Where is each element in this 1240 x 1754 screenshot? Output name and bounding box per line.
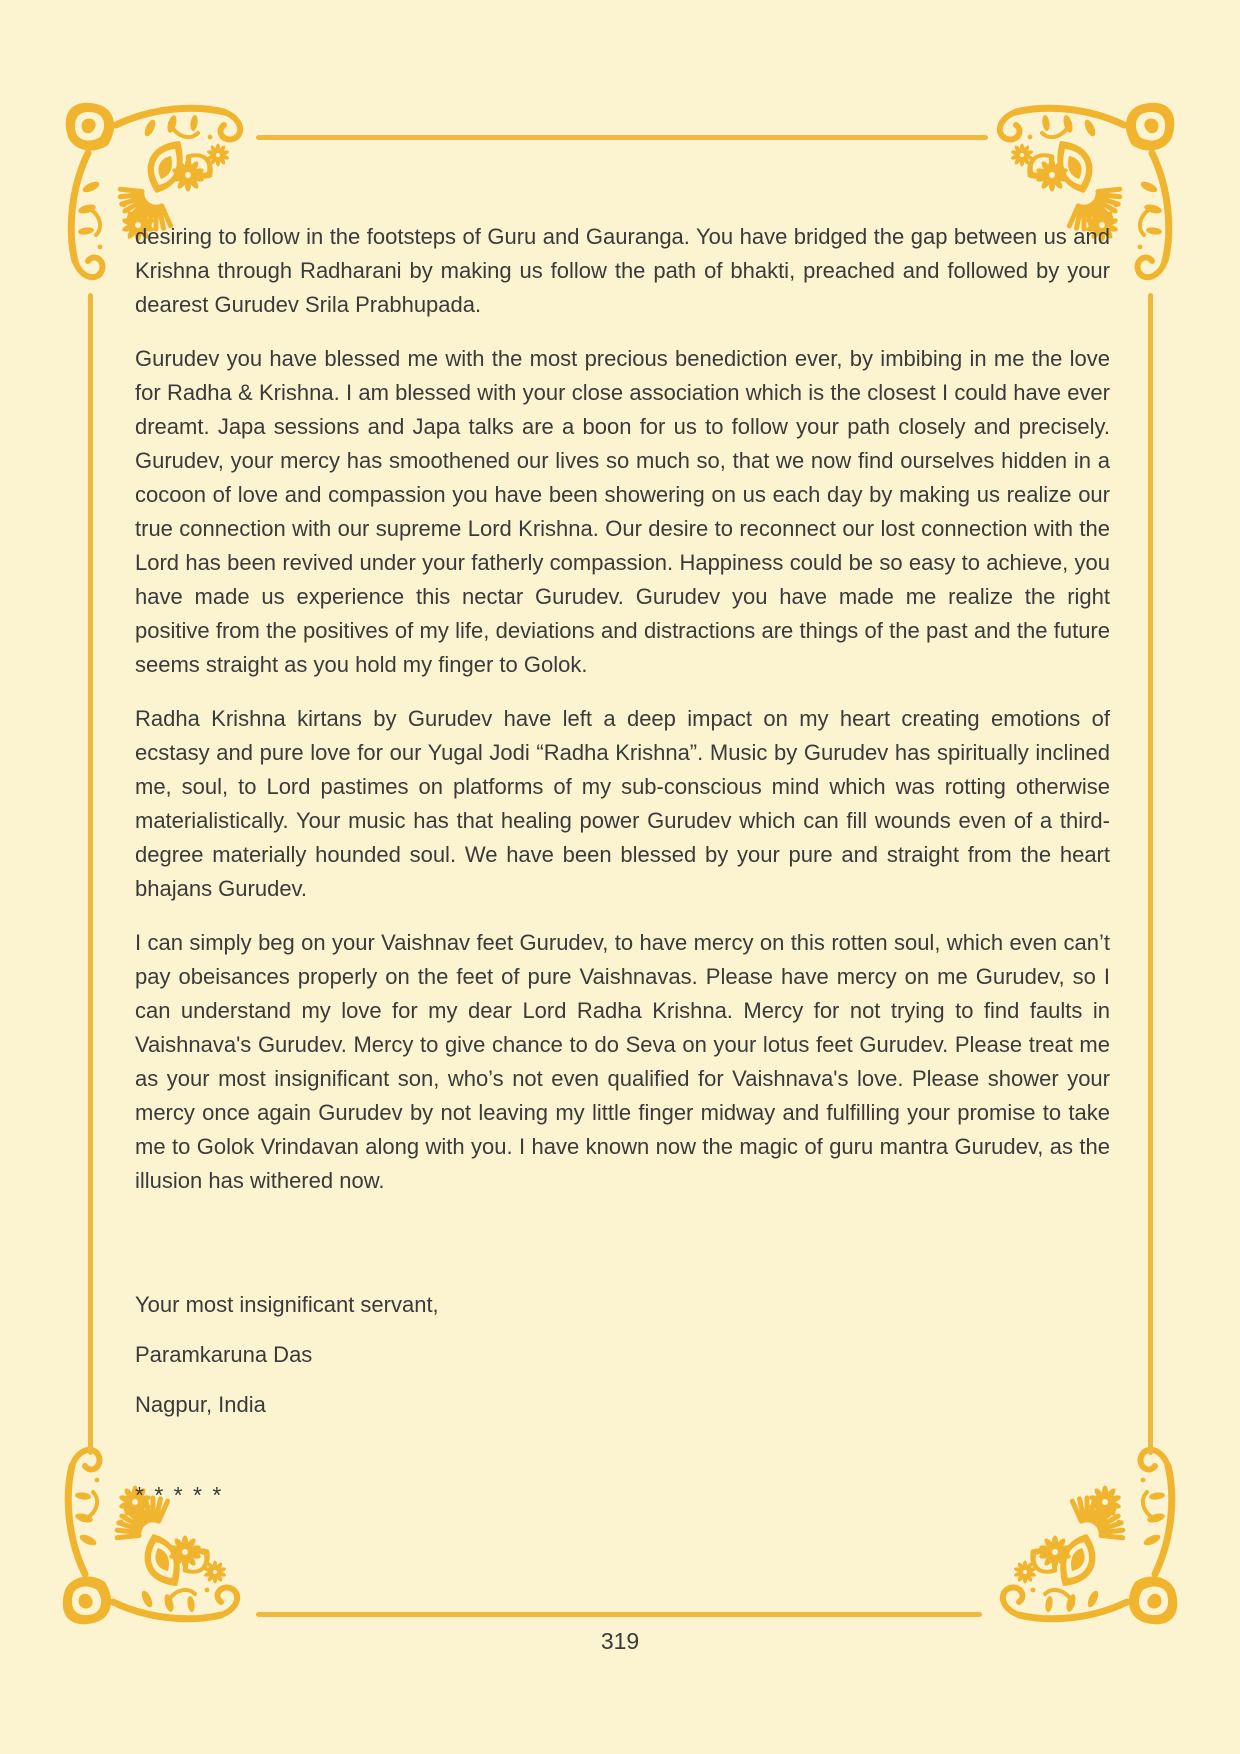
frame-border-left [88,293,93,1455]
letter-paragraph: Radha Krishna kirtans by Gurudev have left a deep impact on my heart creating emotions of ecstasy and pure love for our Yugal Jodi “Radha Krishna”. Music by Gurudev has spiritually inclined me, soul, to Lord pastimes on platforms of my sub-conscious mind which was rotting otherwise materialistically. Your music has that healing power Gurudev which can fill wounds even of a third-degree materially hounded soul. We have been blessed by your pure and straight from the heart bhajans Gurudev. [135,706,1110,901]
letter-paragraph: I can simply beg on your Vaishnav feet Gurudev, to have mercy on this rotten soul, which even can’t pay obeisances properly on the feet of pure Vaishnavas. Please have mercy on me Gurudev, so I can understand my love for my dear Lord Radha Krishna. Mercy for not trying to find faults in Vaishnava's Gurudev. Mercy to give chance to do Seva on your lotus feet Gurudev. Please treat me as your most insignificant son, who’s not even qualified for Vaishnava's love. Please shower your mercy once again Gurudev by not leaving my little finger midway and fulfilling your promise to take me to Golok Vrindavan along with you. I have known now the magic of guru mantra Gurudev, as the illusion has withered now. [135,930,1110,1193]
letter-paragraph: Gurudev you have blessed me with the most precious benediction ever, by imbibing in me the love for Radha & Krishna. I am blessed with your close association which is the closest I could have ever dreamt. Japa sessions and Japa talks are a boon for us to follow your path closely and precisely. Gurudev, your mercy has smoothened our lives so much so, that we now find ourselves hidden in a cocoon of love and compassion you have been showering on us each day by making us realize our true connection with our supreme Lord Krishna. Our desire to reconnect our lost connection with the Lord has been revived under your fatherly compassion. Happiness could be so easy to achieve, you have made us experience this nectar Gurudev. Gurudev you have made me realize the right positive from the positives of my life, deviations and distractions are things of the past and the future seems straight as you hold my finger to Golok. [135,346,1110,677]
signoff-line: Nagpur, India [135,1392,266,1417]
asterisk-separator: * * * * * [135,1482,224,1508]
signoff-line: Paramkaruna Das [135,1342,313,1367]
signature-block [135,1288,1110,1438]
frame-border-right [1148,293,1153,1455]
floral-corner-ornament-bottom-right-icon [985,1432,1185,1632]
floral-corner-ornament-bottom-left-icon [55,1432,255,1632]
frame-border-top [256,135,988,140]
letter-body [135,220,1110,1218]
letter-paragraph: desiring to follow in the footsteps of Guru and Gauranga. You have bridged the gap between us and Krishna through Radharani by making us follow the path of bhakti, preached and followed by your dearest Gurudev Srila Prabhupada. [135,224,1110,317]
frame-border-bottom [256,1612,982,1617]
signoff-line: Your most insignificant servant, [135,1292,439,1317]
page-number: 319 [600,1628,640,1654]
